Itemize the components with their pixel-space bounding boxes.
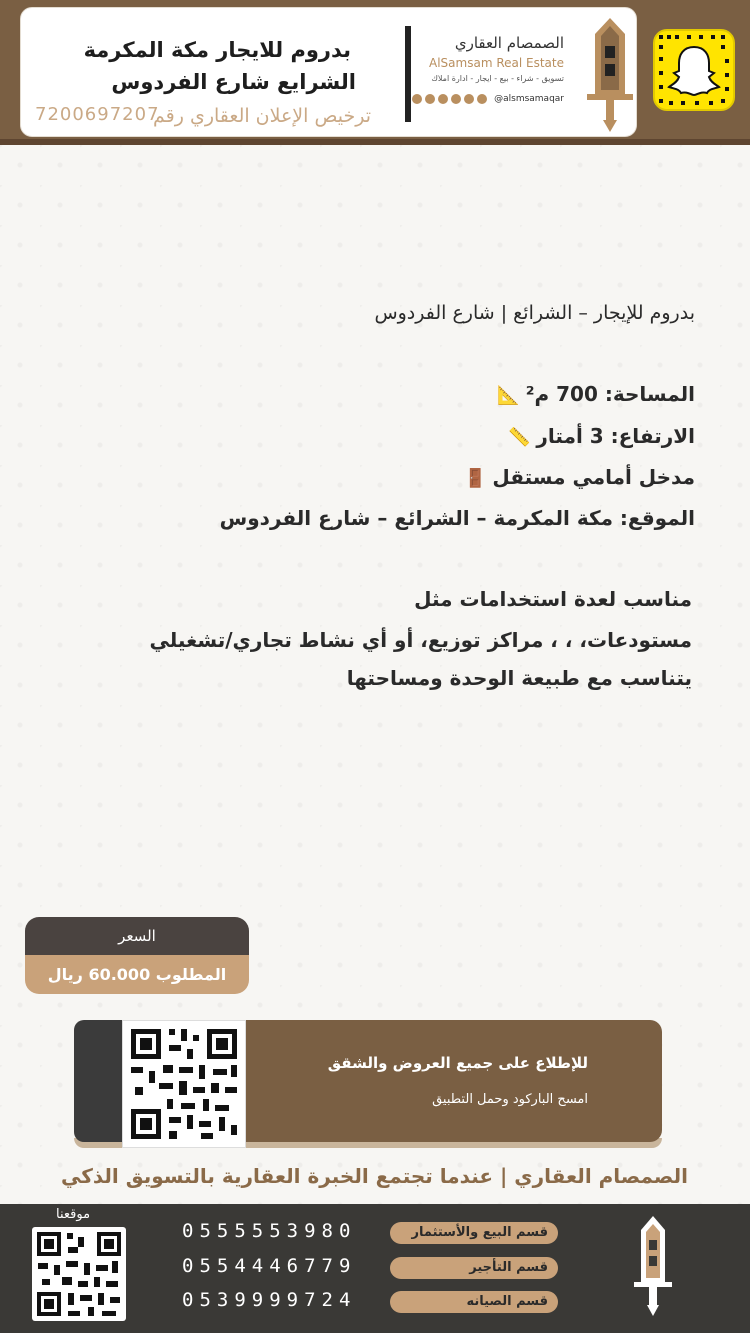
facebook-icon[interactable] bbox=[412, 94, 422, 104]
sword-logo-icon bbox=[581, 16, 639, 134]
door-icon: 🚪 bbox=[463, 468, 487, 489]
phone-rental[interactable]: 0554446779 bbox=[182, 1255, 357, 1277]
header-card bbox=[20, 7, 637, 137]
price-value: المطلوب 60.000 ريال bbox=[25, 955, 249, 994]
triangle-ruler-icon: 📐 bbox=[497, 385, 520, 406]
banner-left-panel bbox=[74, 1020, 124, 1142]
area-text: المساحة: 700 م² bbox=[525, 382, 695, 406]
height-text: الارتفاع: 3 أمتار bbox=[536, 424, 695, 448]
license-label: ترخيص الإعلان العقاري رقم bbox=[153, 105, 371, 127]
twitter-icon[interactable] bbox=[438, 94, 448, 104]
listing-area bbox=[497, 382, 695, 406]
ruler-icon: 📏 bbox=[507, 427, 531, 448]
banner-subline: امسح الباركود وحمل التطبيق bbox=[432, 1092, 588, 1107]
qr-code-icon bbox=[123, 1021, 245, 1147]
at-icon bbox=[477, 94, 487, 104]
youtube-icon[interactable] bbox=[425, 94, 435, 104]
brand-name-en: AlSamsam Real Estate bbox=[429, 56, 564, 70]
price-label: السعر bbox=[25, 917, 249, 955]
snapchat-icon[interactable] bbox=[451, 94, 461, 104]
listing-title: بدروم للإيجار – الشرائع | شارع الفردوس bbox=[374, 302, 695, 324]
listing-location: الموقع: مكة المكرمة – الشرائع – شارع الفردوس bbox=[219, 506, 695, 530]
brand-name-ar: الصمصام العقاري bbox=[454, 34, 564, 52]
license-number: 7200697207 bbox=[35, 104, 160, 125]
dept-sales: قسم البيع والأستثمار bbox=[390, 1222, 558, 1244]
entrance-text: مدخل أمامي مستقل bbox=[492, 465, 695, 489]
sword-logo-icon bbox=[630, 1214, 676, 1318]
suitable-note: يتناسب مع طبيعة الوحدة ومساحتها bbox=[346, 666, 692, 690]
app-qr-code[interactable] bbox=[122, 1020, 246, 1148]
phone-maintenance[interactable]: 0539999724 bbox=[182, 1289, 357, 1311]
snapchat-qr-code[interactable] bbox=[653, 29, 735, 111]
header-divider bbox=[405, 26, 411, 122]
brand-services: تسويق - شراء - بيع - ايجار - ادارة املاك bbox=[431, 74, 564, 83]
price-box bbox=[25, 917, 249, 994]
qr-code-icon bbox=[32, 1227, 126, 1321]
banner-headline: للإطلاع على جميع العروض والشقق bbox=[327, 1054, 588, 1072]
listing-height bbox=[508, 424, 695, 448]
phone-sales[interactable]: 0555553980 bbox=[182, 1220, 357, 1242]
header-title-line1: بدروم للايجار مكة المكرمة bbox=[83, 38, 351, 62]
listing-entrance bbox=[464, 465, 695, 489]
location-qr-code[interactable] bbox=[32, 1227, 126, 1321]
suitable-uses: مستودعات، ، ، مراكز توزيع، أو أي نشاط تجاري/تشغيلي bbox=[149, 628, 692, 652]
site-location-label: موقعنا bbox=[56, 1207, 91, 1222]
slogan: الصمصام العقاري | عندما تجتمع الخبرة العقارية بالتسويق الذكي bbox=[60, 1164, 688, 1188]
social-row bbox=[412, 93, 564, 105]
app-qr-banner bbox=[74, 1020, 662, 1150]
dept-rental: قسم التأجير bbox=[390, 1257, 558, 1279]
dept-maintenance: قسم الصيانه bbox=[390, 1291, 558, 1313]
suitable-heading: مناسب لعدة استخدامات مثل bbox=[414, 587, 692, 611]
instagram-icon[interactable] bbox=[464, 94, 474, 104]
header-title-line2: الشرايع شارع الفردوس bbox=[111, 70, 356, 94]
snapchat-ghost-icon bbox=[655, 31, 733, 109]
social-handle[interactable]: @alsmsamaqar bbox=[494, 94, 564, 104]
banner-right-panel bbox=[244, 1020, 662, 1142]
